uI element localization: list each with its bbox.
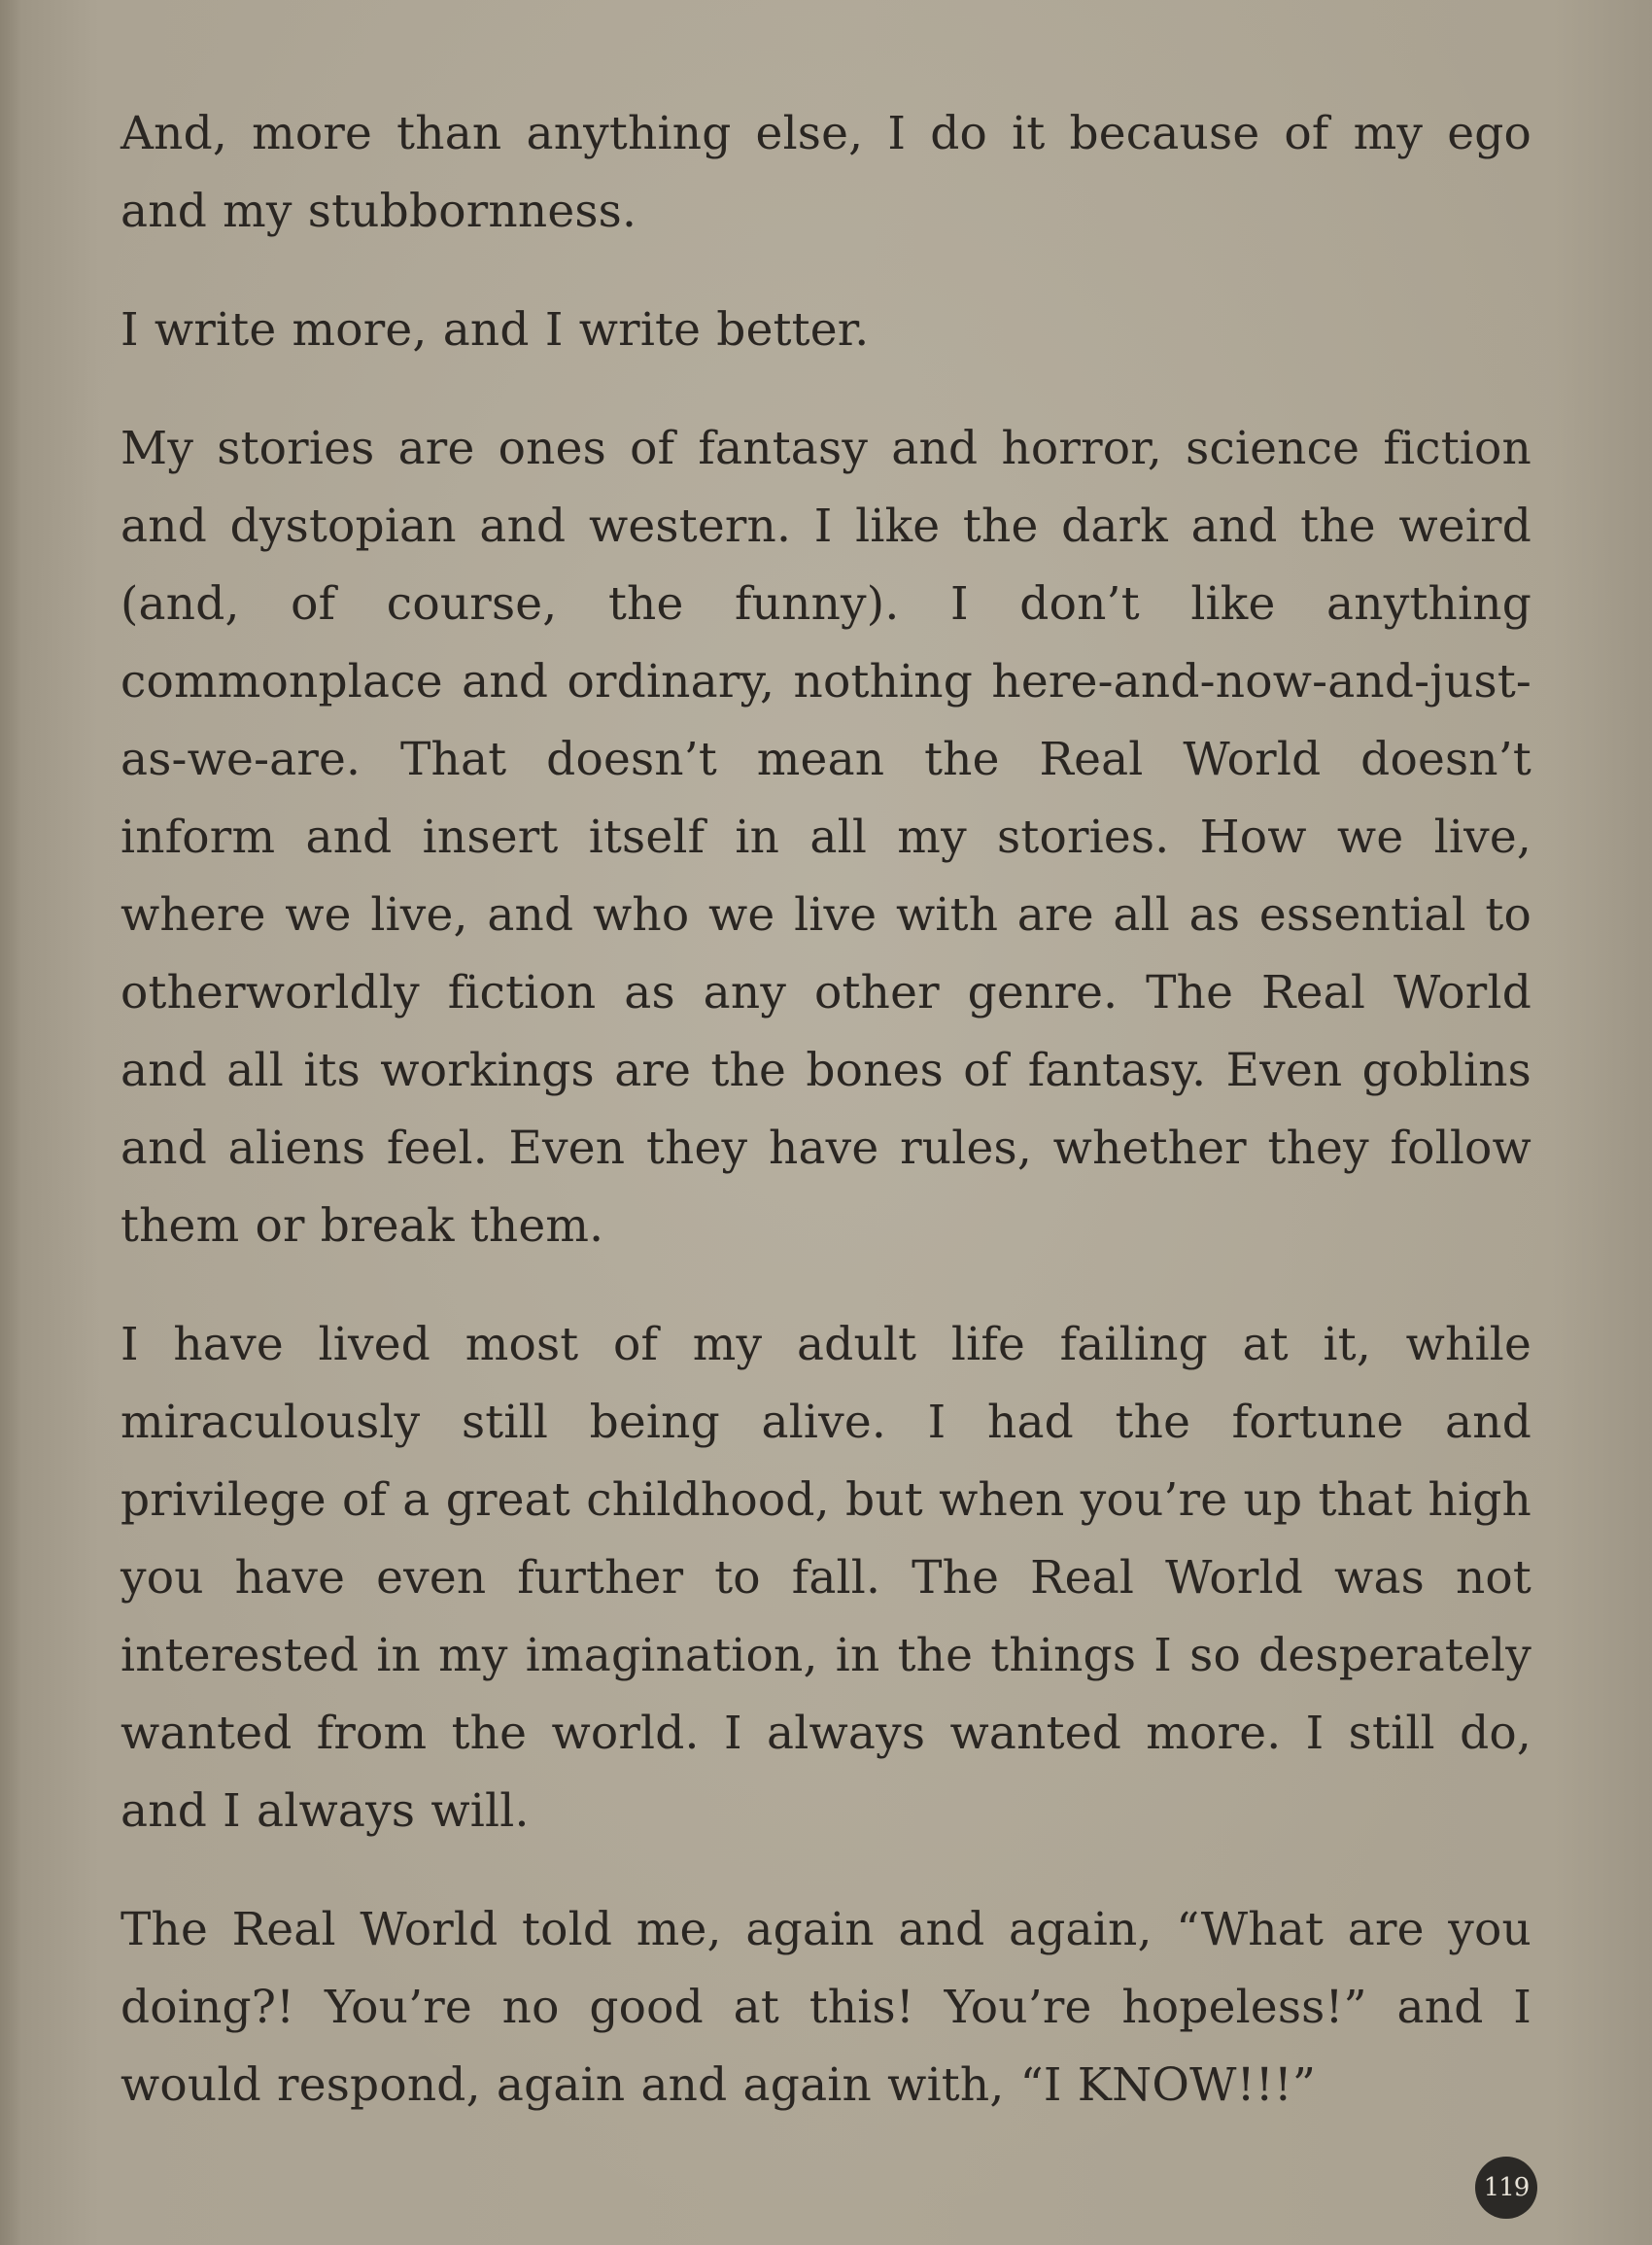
paragraph-3: My stories are ones of fantasy and horror, science fiction and dystopian and western. I like the dark and the weird (and, of course, the funny). I don’t like anything commonplace and ordinary, nothing here-and-now-and-just-as-we-are. That doesn’t mean the Real World doesn’t inform and insert itself in all my stories. How we live, where we live, and who we live with are all as essential to otherworldly fiction as any other genre. The Real World and all its workings are the bones of fantasy. Even goblins and aliens feel. Even they have rules, whether they follow them or break them.	[120, 422, 1532, 1253]
page-number-badge: 119	[1475, 2157, 1537, 2219]
body-text	[120, 95, 1532, 2165]
page-gutter-shadow	[0, 0, 21, 2245]
paragraph-4: I have lived most of my adult life failing at it, while miraculously still being alive. I had the fortune and privilege of a great childhood, but when you’re up that high you have even further to fall. The Real World was not interested in my imagination, in the things I so desperately wanted from the world. I always wanted more. I still do, and I always will.	[120, 1318, 1532, 1838]
paragraph-5: The Real World told me, again and again, “What are you doing?! You’re no good at this! You’re hopeless!” and I would respond, again and again with, “I KNOW!!!”	[120, 1903, 1532, 2112]
paragraph-1: And, more than anything else, I do it because of my ego and my stubbornness.	[120, 107, 1532, 238]
paragraph-2: I write more, and I write better.	[120, 303, 870, 357]
